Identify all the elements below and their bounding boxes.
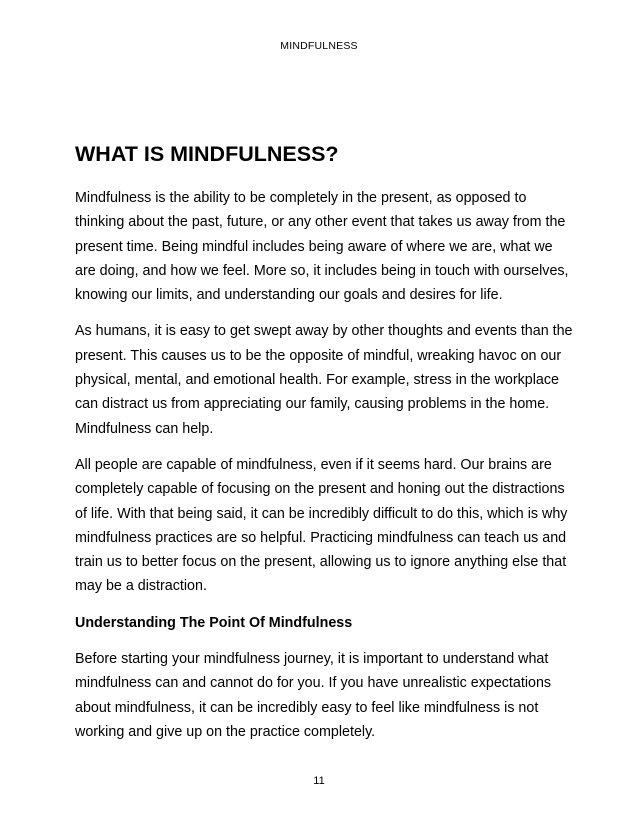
running-header: MINDFULNESS — [280, 40, 358, 52]
body-paragraph-2: As humans, it is easy to get swept away by other thoughts and events than the present. This causes us to be the opposite of mindful, wreaking havoc on our physical, mental, and emotional health. For example, stress in the workplace can distract us from appreciating our family, causing problems in the home. Mindfulness can help. — [75, 323, 573, 437]
subsection-paragraph-1: Before starting your mindfulness journey, it is important to understand what mindfulness can and cannot do for you. If you have unrealistic expectations about mindfulness, it can be incredibly easy to feel like mindfulness is not working and give up on the practice completely. — [75, 651, 552, 740]
body-paragraph-3: All people are capable of mindfulness, even if it seems hard. Our brains are completely capable of focusing on the present and honing out the distractions of life. With that being said, it can be incredibly difficult to do this, which is why mindfulness practices are so helpful. Practicing mindfulness can teach us and train us to better focus on the present, allowing us to ignore anything else that may be a distraction. — [75, 456, 568, 595]
section-subheading: Understanding The Point Of Mindfulness — [75, 614, 353, 631]
body-paragraph-1: Mindfulness is the ability to be completely in the present, as opposed to thinking about the past, future, or any other event that takes us away from the present time. Being mindful includes being aware of where we are, what we are doing, and how we feel. More so, it includes being in touch with ourselves, knowing our limits, and understanding our goals and desires for life. — [75, 190, 569, 304]
page-content — [75, 140, 575, 756]
page-title: WHAT IS MINDFULNESS? — [75, 142, 339, 166]
page-number: 11 — [313, 775, 325, 787]
